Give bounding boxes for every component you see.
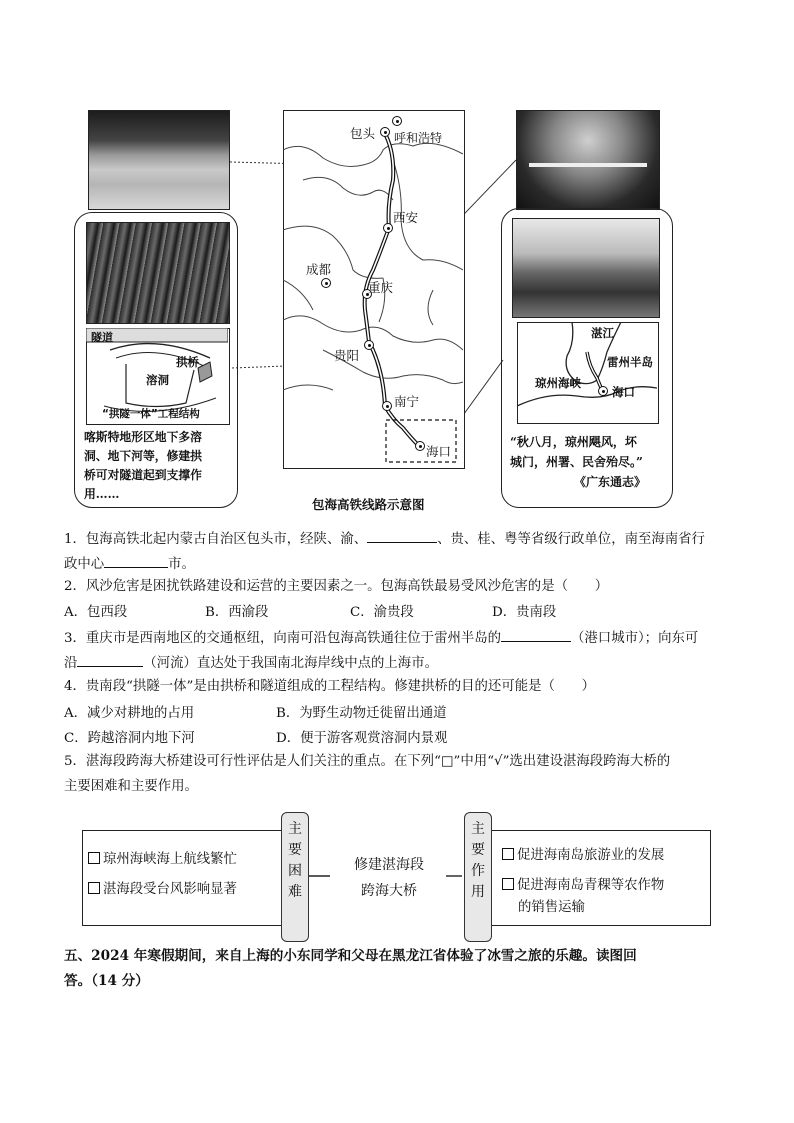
- checkbox[interactable]: [502, 848, 514, 860]
- city-label-nanning: 南宁: [394, 394, 420, 409]
- map-caption: 包海高铁线路示意图: [312, 497, 425, 512]
- q4-option-d[interactable]: D．便于游客观赏溶洞内景观: [276, 731, 448, 746]
- section-5-heading-line1: 五、2024 年寒假期间，来自上海的小东同学和父母在黑龙江省体验了冰雪之旅的乐趣。读图回: [64, 948, 637, 964]
- city-label-chongqing: 重庆: [368, 280, 394, 295]
- inset-label-qiongzhou: 琼州海峡: [535, 376, 581, 390]
- question-3-line2: 沿 （河流）直达处于我国南北海岸线中点的上海市。: [64, 652, 438, 674]
- q4-option-b[interactable]: B．为野生动物迁徙留出通道: [276, 706, 447, 721]
- tunnel-label: 隧道: [91, 331, 113, 344]
- karst-description-line: 桥可对隧道起到支撑作: [84, 468, 202, 482]
- q4-option-c[interactable]: C．跨越溶洞内地下河: [64, 731, 195, 746]
- arch-bridge-label: 拱桥: [176, 355, 199, 369]
- city-label-huhehaote: 呼和浩特: [394, 131, 443, 145]
- quote-line: “秋八月，琼州飓风，坏: [510, 435, 637, 449]
- difficulty-tab: 主 要 困 难: [281, 812, 309, 942]
- city-label-baotou: 包头: [350, 126, 376, 141]
- city-label-haikou: 海口: [426, 444, 452, 459]
- q2-option-b[interactable]: B．西渝段: [205, 605, 269, 620]
- checkbox[interactable]: [88, 882, 100, 894]
- quote-source: 《广东通志》: [574, 475, 647, 489]
- question-1-line1: 1．包海高铁北起内蒙古自治区包头市，经陕、渝、 、贵、桂、粤等省级行政单位，南至海南省行: [64, 528, 705, 550]
- karst-description-line: 喀斯特地形区地下多溶: [84, 430, 202, 444]
- center-topic: 修建湛海段 跨海大桥: [354, 857, 424, 899]
- difficulty-items: [88, 845, 237, 905]
- quote-line: 城门，州署、民舍殆尽。”: [510, 455, 643, 469]
- question-1-line2: 政中心 市。: [64, 553, 195, 575]
- cave-label: 溶洞: [146, 373, 169, 387]
- checkbox[interactable]: [88, 852, 100, 864]
- structure-caption: “拱隧一体”工程结构: [102, 408, 200, 420]
- q2-option-a[interactable]: A．包西段: [64, 605, 128, 620]
- inset-label-haikou: 海口: [612, 385, 635, 399]
- effect-items: [502, 845, 664, 919]
- city-label-guiyang: 贵阳: [334, 348, 360, 363]
- difficulty-item: 琼州海峡海上航线繁忙: [88, 845, 237, 875]
- section-5-heading-line2: 答。（14 分）: [64, 973, 149, 989]
- city-label-xian: 西安: [393, 210, 419, 225]
- question-5-line2: 主要困难和主要作用。: [64, 779, 198, 794]
- question-4: 4．贵南段“拱隧一体”是由拱桥和隧道组成的工程结构。修建拱桥的目的还可能是（ ）: [64, 679, 596, 694]
- checkbox[interactable]: [502, 878, 514, 890]
- inset-label-leizhou: 雷州半岛: [607, 355, 653, 369]
- question-3-line1: 3．重庆市是西南地区的交通枢纽，向南可沿包海高铁通往位于雷州半岛的 （港口城市）；向东可: [64, 627, 698, 649]
- karst-description-line: 用……: [84, 487, 120, 501]
- question-2: 2．风沙危害是困扰铁路建设和运营的主要因素之一。包海高铁最易受风沙危害的是（ ）: [64, 579, 609, 594]
- effect-item-continued: 的销售运输: [518, 900, 585, 915]
- effect-tab: 主 要 作 用: [464, 812, 492, 942]
- karst-description-line: 洞、地下河等，修建拱: [84, 449, 202, 463]
- q2-option-d[interactable]: D．贵南段: [492, 605, 557, 620]
- question-5-line1: 5．湛海段跨海大桥建设可行性评估是人们关注的重点。在下列“□”中用“√”选出建设湛海段跨海大桥的: [64, 754, 671, 769]
- city-label-chengdu: 成都: [306, 262, 332, 277]
- difficulty-item: 湛海段受台风影响显著: [88, 875, 237, 905]
- effect-item: 促进海南岛旅游业的发展: [502, 845, 664, 867]
- q2-option-c[interactable]: C．渝贵段: [350, 605, 414, 620]
- inset-label-zhanjiang: 湛江: [591, 326, 614, 340]
- q4-option-a[interactable]: A．减少对耕地的占用: [64, 706, 195, 721]
- effect-item: 促进海南岛青稞等农作物: [502, 875, 664, 897]
